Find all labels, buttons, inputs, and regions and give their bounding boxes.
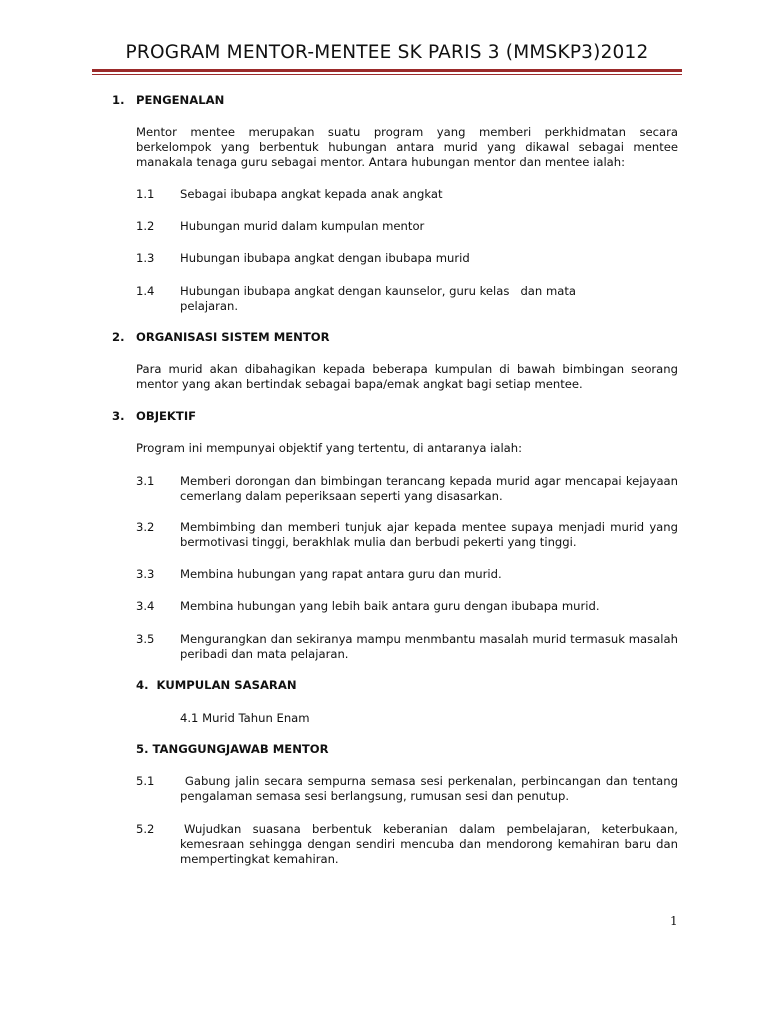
- section-2-heading: ORGANISASI SISTEM MENTOR: [136, 330, 330, 344]
- item-3-1-text: Memberi dorongan dan bimbingan terancang kepada murid agar mencapai kejayaan cemerlang dalam peperiksaan seperti yang disasarkan.: [180, 474, 678, 503]
- section-2-intro: Para murid akan dibahagikan kepada beberapa kumpulan di bawah bimbingan seorang mentor yang akan bertindak sebagai bapa/emak angkat bagi setiap mentee.: [136, 362, 678, 391]
- title-rule-thin: [92, 74, 682, 75]
- section-1-number: 1.: [112, 93, 125, 107]
- item-3-5-text: Mengurangkan dan sekiranya mampu menmbantu masalah murid termasuk masalah peribadi dan mata pelajaran.: [180, 632, 678, 661]
- item-1-2-text: Hubungan murid dalam kumpulan mentor: [180, 219, 425, 233]
- item-3-4-number: 3.4: [136, 599, 155, 613]
- item-1-1-text: Sebagai ibubapa angkat kepada anak angkat: [180, 187, 443, 201]
- section-3-heading: OBJEKTIF: [136, 409, 197, 423]
- item-3-1-number: 3.1: [136, 474, 155, 488]
- item-4-1-text: 4.1 Murid Tahun Enam: [180, 711, 310, 725]
- item-1-3-number: 1.3: [136, 251, 155, 265]
- document-title: PROGRAM MENTOR-MENTEE SK PARIS 3 (MMSKP3)2012: [125, 42, 649, 63]
- item-3-3-number: 3.3: [136, 567, 155, 581]
- section-3-intro: Program ini mempunyai objektif yang tertentu, di antaranya ialah:: [136, 441, 523, 455]
- item-5-2-text: Wujudkan suasana berbentuk keberanian dalam pembelajaran, keterbukaan, kemesraan sehingga dengan sendiri mencuba dan mendorong kemahiran baru dan mempertingkat kemahiran.: [180, 822, 678, 866]
- section-2-number: 2.: [112, 330, 125, 344]
- item-3-2-number: 3.2: [136, 520, 155, 534]
- section-1-intro: Mentor mentee merupakan suatu program yang memberi perkhidmatan secara berkelompok yang berbentuk hubungan antara murid yang dikawal sebagai mentee manakala tenaga guru sebagai mentor. Antara hubungan mentor dan mentee ialah:: [136, 125, 678, 169]
- item-1-4-number: 1.4: [136, 284, 155, 298]
- item-5-1-text: Gabung jalin secara sempurna semasa sesi perkenalan, perbincangan dan tentang pengalaman semasa sesi berlangsung, rumusan sesi dan penutup.: [180, 774, 682, 803]
- section-5-heading: 5. TANGGUNGJAWAB MENTOR: [136, 742, 329, 756]
- title-rule-thick: [92, 69, 682, 72]
- item-5-1-number: 5.1: [136, 774, 155, 788]
- section-3-number: 3.: [112, 409, 125, 423]
- item-3-4-text: Membina hubungan yang lebih baik antara guru dengan ibubapa murid.: [180, 599, 600, 613]
- item-1-4-text: Hubungan ibubapa angkat dengan kaunselor, guru kelas dan mata pelajaran.: [180, 284, 580, 313]
- section-4-heading: 4. KUMPULAN SASARAN: [136, 678, 297, 692]
- item-3-5-number: 3.5: [136, 632, 155, 646]
- item-3-2-text: Membimbing dan memberi tunjuk ajar kepada mentee supaya menjadi murid yang bermotivasi tinggi, berakhlak mulia dan berbudi pekerti yang tinggi.: [180, 520, 678, 549]
- section-1-heading: PENGENALAN: [136, 93, 225, 107]
- page-number: 1: [670, 914, 678, 928]
- item-1-1-number: 1.1: [136, 187, 155, 201]
- item-3-3-text: Membina hubungan yang rapat antara guru dan murid.: [180, 567, 502, 581]
- item-1-2-number: 1.2: [136, 219, 155, 233]
- item-1-3-text: Hubungan ibubapa angkat dengan ibubapa murid: [180, 251, 470, 265]
- item-5-2-number: 5.2: [136, 822, 155, 836]
